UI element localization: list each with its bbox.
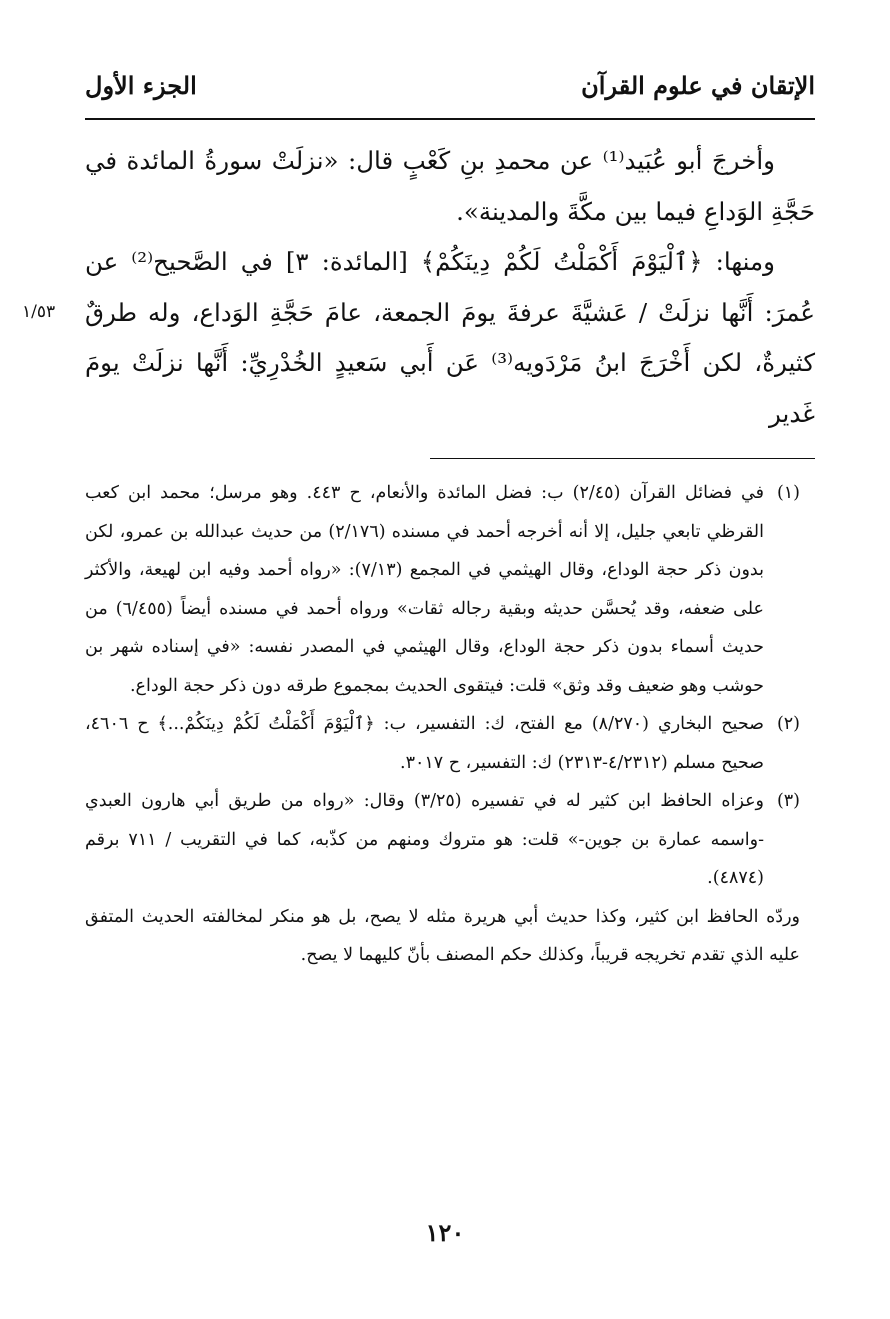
footnote xyxy=(85,782,800,898)
footnotes xyxy=(85,474,800,975)
margin-reference: ١/٥٣ xyxy=(22,302,56,322)
footnote-text: صحيح البخاري (٨/٢٧٠) مع الفتح، ك: التفسير، ب: ﴿ٱلْيَوْمَ أَكْمَلْتُ لَكُمْ دِينَكُمْ...﴾ ح ٤٦٠٦، صحيح مسلم (٤/٢٣١٢-٢٣١٣) ك: التفسير، ح ٣٠١٧. xyxy=(85,714,764,773)
main-paragraph: ومنها: ﴿ٱلْيَوْمَ أَكْمَلْتُ لَكُمْ دِينَكُمْ﴾ [المائدة: ٣] في الصَّحيح⁽²⁾ عن عُمرَ: أَنَّها نزلَتْ / عَشيَّةَ عرفةَ يومَ الجمعة، عامَ حَجَّةِ الوَداع، وله طرقٌ كثيرةٌ، لكن أَخْرَجَ ابنُ مَرْدَويه⁽³⁾ عَن أَبي سَعيدٍ الخُدْرِيِّ: أَنَّها نزلَتْ يومَ غَدير xyxy=(85,247,815,428)
footnote-number: (٣) xyxy=(776,791,800,811)
book-title: الإتقان في علوم القرآن xyxy=(581,70,815,100)
footnote-number: (١) xyxy=(776,483,800,503)
footnote-text: في فضائل القرآن (٢/٤٥) ب: فضل المائدة والأنعام، ح ٤٤٣. وهو مرسل؛ محمد ابن كعب القرظي تابعي جليل، إلا أنه أخرجه أحمد في مسنده (٢/١٧٦) من حديث عبدالله بن عمرو، لكن بدون ذكر حجة الوداع، وقال الهيثمي في المجمع (٧/١٣): «رواه أحمد وفيه ابن لهيعة، والأكثر على ضعفه، وقد يُحسَّن حديثه وبقية رجاله ثقات» ورواه أحمد في مسنده أيضاً (٦/٤٥٥) من حديث أسماء بدون ذكر حجة الوداع، وقال الهيثمي في المصدر نفسه: «في إسناده شهر بن حوشب وهو ضعيف وقد وثق» قلت: فيتقوى الحديث بمجموع طرقه دون ذكر حجة الوداع. xyxy=(85,483,765,696)
main-text xyxy=(85,136,815,439)
main-paragraph: وأخرجَ أبو عُبَيد⁽¹⁾ عن محمدِ بنِ كَعْبٍ قال: «نزلَتْ سورةُ المائدة في حَجَّةِ الوَداعِ فيما بين مكَّةَ والمدينة». xyxy=(85,146,815,226)
footnote xyxy=(85,474,800,705)
footnote-text: وعزاه الحافظ ابن كثير له في تفسيره (٣/٢٥) وقال: «رواه من طريق أبي هارون العبدي -واسمه عمارة بن جوين-» قلت: هو متروك ومنهم من كذّبه، كما في التقريب / ٧١١ برقم (٤٨٧٤). xyxy=(85,791,764,888)
volume-label: الجزء الأول xyxy=(85,70,197,100)
footnote-number: (٢) xyxy=(776,714,800,734)
footnote xyxy=(85,705,800,782)
page-number: ١٢٠ xyxy=(425,1218,465,1247)
header-divider xyxy=(85,118,815,120)
footnote-divider xyxy=(430,458,815,459)
footnote-continuation: وردّه الحافظ ابن كثير، وكذا حديث أبي هريرة مثله لا يصح، بل هو منكر لمخالفته الحديث المتفق عليه الذي تقدم تخريجه قريباً، وكذلك حكم المصنف بأنّ كليهما لا يصح. xyxy=(85,906,800,965)
running-header xyxy=(85,62,815,108)
